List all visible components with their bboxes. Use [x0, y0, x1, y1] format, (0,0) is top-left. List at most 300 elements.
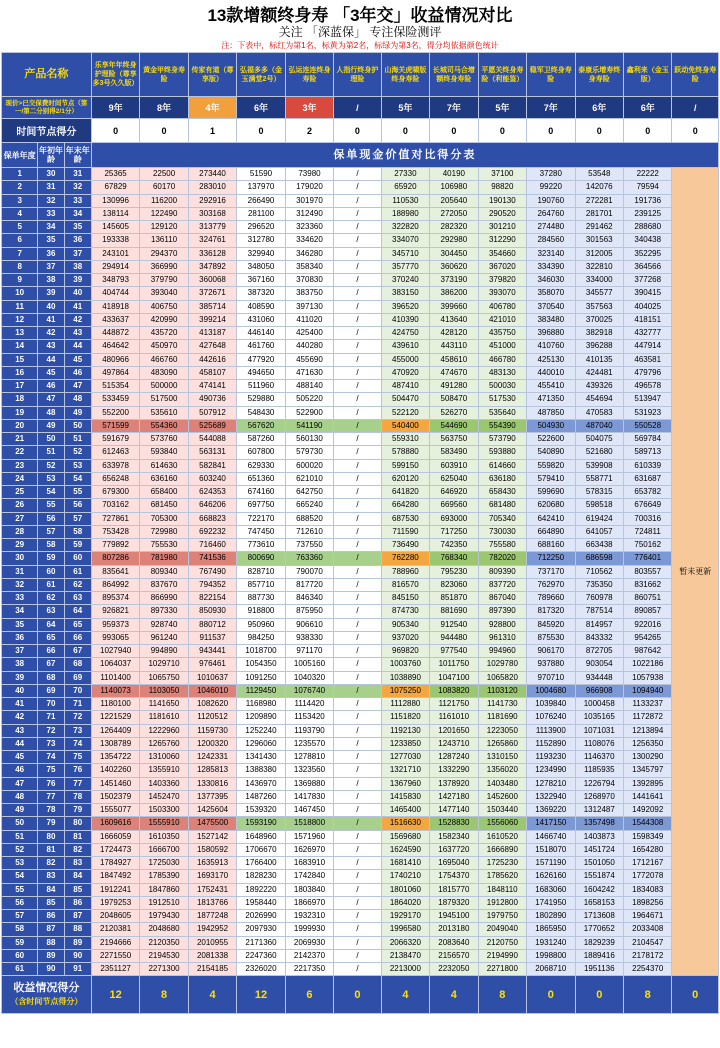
cash-value-cell: 705340 [478, 512, 526, 525]
cash-value-cell: 837670 [140, 578, 188, 591]
cash-value-cell: 663438 [575, 539, 623, 552]
cash-value-cell: 1369880 [285, 777, 333, 790]
table-row [2, 512, 719, 525]
cash-value-cell: 1112880 [381, 698, 429, 711]
policy-year-cell: 21 [2, 433, 38, 446]
cash-value-cell: 755580 [478, 539, 526, 552]
table-row [2, 605, 719, 618]
age-cell: 83 [64, 857, 91, 870]
cash-value-cell: 782020 [478, 552, 526, 565]
cash-value-cell: 969820 [381, 645, 429, 658]
table-row [2, 790, 719, 803]
cash-value-cell: 442616 [188, 353, 236, 366]
cash-value-cell: 1898256 [624, 896, 672, 909]
cash-value-cell: / [334, 300, 381, 313]
cash-value-cell: 724811 [624, 525, 672, 538]
cash-value-cell: 1121750 [430, 698, 478, 711]
policy-year-cell: 49 [2, 804, 38, 817]
age-cell: 82 [38, 857, 64, 870]
cash-value-cell: 681480 [478, 499, 526, 512]
table-row [2, 433, 719, 446]
cash-value-cell: 1223050 [478, 724, 526, 737]
cash-value-cell: 1626970 [285, 843, 333, 856]
cash-value-cell: 970710 [527, 671, 575, 684]
cash-value-cell: 360068 [188, 274, 236, 287]
cash-value-cell: 487040 [575, 419, 623, 432]
cash-value-cell: 122490 [140, 207, 188, 220]
cash-value-cell: 345577 [575, 287, 623, 300]
cash-value-cell: 1000458 [575, 698, 623, 711]
cash-value-cell: 1321710 [381, 764, 429, 777]
product-name: 跃动免终身寿险 [672, 53, 719, 97]
cash-value-cell: 711590 [381, 525, 429, 538]
age-cell: 76 [64, 764, 91, 777]
age-cell: 88 [38, 936, 64, 949]
cash-value-cell: 2081338 [188, 949, 236, 962]
cash-value-cell: / [334, 963, 381, 976]
cash-value-cell: 994890 [140, 645, 188, 658]
cash-value-cell: 1083820 [430, 684, 478, 697]
cash-value-cell: 1221529 [91, 711, 139, 724]
age-cell: 54 [38, 486, 64, 499]
cash-value-cell: 435750 [478, 327, 526, 340]
cash-value-cell: 943441 [188, 645, 236, 658]
total-score: 0 [575, 976, 623, 1014]
cash-value-cell: 487850 [527, 406, 575, 419]
cash-value-cell: 432777 [624, 327, 672, 340]
cash-value-cell: 651360 [237, 472, 285, 485]
cash-value-cell: 803557 [624, 565, 672, 578]
cash-value-cell: 347892 [188, 260, 236, 273]
cash-value-cell: 1192130 [381, 724, 429, 737]
cash-value-cell: 470583 [575, 406, 623, 419]
cash-value-cell: 717250 [430, 525, 478, 538]
cash-value-cell: 1065750 [140, 671, 188, 684]
policy-year-cell: 1 [2, 168, 38, 181]
cash-value-cell: 387320 [237, 287, 285, 300]
table-row [2, 353, 719, 366]
cash-value-cell: 817720 [285, 578, 333, 591]
policy-year-cell: 16 [2, 366, 38, 379]
cash-value-cell: / [334, 923, 381, 936]
cash-value-cell: 1101400 [91, 671, 139, 684]
policy-year-cell: 34 [2, 605, 38, 618]
cash-value-cell: 1345797 [624, 764, 672, 777]
cash-value-cell: 1683060 [527, 883, 575, 896]
cash-value-cell: / [334, 684, 381, 697]
cash-value-cell: 1998800 [527, 949, 575, 962]
cash-value-cell: 1785390 [140, 870, 188, 883]
cash-value-cell: 735350 [575, 578, 623, 591]
cash-value-cell: 1999930 [285, 923, 333, 936]
cash-value-cell: / [334, 552, 381, 565]
cash-value-cell: 1829239 [575, 936, 623, 949]
policy-year-cell: 15 [2, 353, 38, 366]
cash-value-cell: 687530 [381, 512, 429, 525]
cash-value-cell: 470920 [381, 366, 429, 379]
policy-year-cell: 43 [2, 724, 38, 737]
cash-value-cell: 2213000 [381, 963, 429, 976]
cash-value-cell: 589713 [624, 446, 672, 459]
cash-value-cell: 971170 [285, 645, 333, 658]
age-cell: 75 [38, 764, 64, 777]
total-score: 12 [91, 976, 139, 1014]
cash-value-cell: 1847860 [140, 883, 188, 896]
cash-value-cell: 2026990 [237, 910, 285, 923]
cash-value-cell: 2049040 [478, 923, 526, 936]
cash-value-cell: 1912241 [91, 883, 139, 896]
cash-value-cell: 959373 [91, 618, 139, 631]
age-cell: 32 [38, 194, 64, 207]
age-cell: 81 [64, 830, 91, 843]
cash-value-cell: 1415830 [381, 790, 429, 803]
cash-value-cell: / [334, 936, 381, 949]
table-row [2, 393, 719, 406]
cash-value-cell: 370025 [575, 313, 623, 326]
cash-value-cell: 541190 [285, 419, 333, 432]
cash-value-cell: 864992 [91, 578, 139, 591]
table-row [2, 366, 719, 379]
cash-value-cell: 1193230 [527, 751, 575, 764]
cash-value-cell: 1958440 [237, 896, 285, 909]
cash-value-cell: 603240 [188, 472, 236, 485]
cash-value-cell: / [334, 737, 381, 750]
cash-value-cell: 60170 [140, 181, 188, 194]
age-cell: 35 [64, 221, 91, 234]
cash-value-cell: 1354722 [91, 751, 139, 764]
age-cell: 50 [38, 433, 64, 446]
cash-value-cell: 1027940 [91, 645, 139, 658]
age-cell: 82 [64, 843, 91, 856]
cash-value-cell: 513947 [624, 393, 672, 406]
cash-value-cell: 1466740 [527, 830, 575, 843]
age-cell: 56 [64, 499, 91, 512]
cash-value-cell: 558771 [575, 472, 623, 485]
product-name-row [2, 53, 719, 97]
cash-value-cell: 579730 [285, 446, 333, 459]
age-cell: 89 [64, 936, 91, 949]
cash-value-cell: 2048605 [91, 910, 139, 923]
cash-value-cell: 1213894 [624, 724, 672, 737]
cash-value-cell: 1770652 [575, 923, 623, 936]
cash-value-cell: 379820 [478, 274, 526, 287]
cash-value-cell: 1555077 [91, 804, 139, 817]
cash-value-cell: 624353 [188, 486, 236, 499]
age-cell: 84 [64, 870, 91, 883]
cash-value-cell: 106980 [430, 181, 478, 194]
cash-value-cell: 1693170 [188, 870, 236, 883]
cash-value-cell: 334620 [285, 234, 333, 247]
cash-value-cell: 425400 [285, 327, 333, 340]
cash-value-cell: 440010 [527, 366, 575, 379]
cash-value-cell: 521680 [575, 446, 623, 459]
cash-value-cell: 1569680 [381, 830, 429, 843]
cash-value-cell: 669560 [430, 499, 478, 512]
cash-value-cell: 1402260 [91, 764, 139, 777]
cash-value-cell: 1029780 [478, 658, 526, 671]
cash-value-cell: 487410 [381, 380, 429, 393]
age-cell: 72 [38, 724, 64, 737]
cash-value-cell: 563750 [430, 433, 478, 446]
table-row [2, 565, 719, 578]
cash-value-cell: 1264409 [91, 724, 139, 737]
cashback-year: 6年 [237, 97, 285, 119]
cash-value-cell: 367160 [237, 274, 285, 287]
product-name: 鑫利来（金玉版） [624, 53, 672, 97]
cash-value-cell: 357770 [381, 260, 429, 273]
cash-value-cell: 301563 [575, 234, 623, 247]
cash-value-cell: 1580592 [188, 843, 236, 856]
cash-value-cell: 578315 [575, 486, 623, 499]
cash-value-cell: 607800 [237, 446, 285, 459]
product-name: 长城司马合增额终身寿险 [430, 53, 478, 97]
cash-value-cell: 633978 [91, 459, 139, 472]
cash-value-cell: 421010 [478, 313, 526, 326]
cash-value-cell: 1725230 [478, 857, 526, 870]
product-name: 弘福多多（金玉满堂2号） [237, 53, 285, 97]
cash-value-cell: 418151 [624, 313, 672, 326]
cash-value-cell: 323140 [527, 247, 575, 260]
age-cell: 76 [38, 777, 64, 790]
cash-value-cell: / [334, 406, 381, 419]
cash-value-cell: 1441641 [624, 790, 672, 803]
cash-value-cell: 716460 [188, 539, 236, 552]
cash-value-cell: 427648 [188, 340, 236, 353]
cashback-year: 7年 [430, 97, 478, 119]
product-name: 山海关虎啸版终身寿险 [381, 53, 429, 97]
cash-value-cell: 1527142 [188, 830, 236, 843]
cash-value-cell: 578880 [381, 446, 429, 459]
cash-value-cell: 934448 [575, 671, 623, 684]
cash-value-cell: 413187 [188, 327, 236, 340]
cash-value-cell: 620680 [527, 499, 575, 512]
cash-value-cell: / [334, 539, 381, 552]
cash-value-cell: 352295 [624, 247, 672, 260]
age-cell: 83 [38, 870, 64, 883]
cash-value-cell: 22222 [624, 168, 672, 181]
cash-value-cell: / [334, 366, 381, 379]
cash-value-cell: 1477140 [430, 804, 478, 817]
total-score: 6 [285, 976, 333, 1014]
cash-value-cell: 950960 [237, 618, 285, 631]
cash-value-cell: 65920 [381, 181, 429, 194]
cash-value-cell: 1287240 [430, 751, 478, 764]
cash-value-cell: 977540 [430, 645, 478, 658]
age-cell: 55 [64, 486, 91, 499]
cash-value-cell: 323360 [285, 221, 333, 234]
cash-value-cell: 692232 [188, 525, 236, 538]
cash-value-cell: 1285813 [188, 764, 236, 777]
cash-value-cell: 1265860 [478, 737, 526, 750]
comparison-table [1, 52, 719, 1014]
cash-value-cell: 1201650 [430, 724, 478, 737]
cash-value-cell: 1323560 [285, 764, 333, 777]
cash-value-cell: 755530 [140, 539, 188, 552]
cash-value-cell: 447914 [624, 340, 672, 353]
cash-value-cell: 2066320 [381, 936, 429, 949]
cash-value-cell: 1847492 [91, 870, 139, 883]
cash-value-cell: 1834083 [624, 883, 672, 896]
age-cell: 78 [64, 790, 91, 803]
cash-value-cell: 1108076 [575, 737, 623, 750]
cash-value-cell: 540400 [381, 419, 429, 432]
age-cell: 38 [38, 274, 64, 287]
cash-value-cell: 370240 [381, 274, 429, 287]
cash-value-cell: 1153420 [285, 711, 333, 724]
cash-value-cell: / [334, 459, 381, 472]
cash-value-cell: / [334, 274, 381, 287]
cash-value-cell: 334000 [575, 274, 623, 287]
age-cell: 52 [64, 446, 91, 459]
cash-value-cell: 1945100 [430, 910, 478, 923]
cash-value-cell: 688160 [527, 539, 575, 552]
cash-value-cell: 461760 [237, 340, 285, 353]
cash-value-cell: 488140 [285, 380, 333, 393]
cash-value-cell: 360620 [430, 260, 478, 273]
cash-value-cell: 2120381 [91, 923, 139, 936]
cash-value-cell: 599150 [381, 459, 429, 472]
cash-value-cell: 1742840 [285, 870, 333, 883]
cash-value-cell: 1604242 [575, 883, 623, 896]
cash-value-cell: 1654280 [624, 843, 672, 856]
cash-value-cell: 145605 [91, 221, 139, 234]
cash-value-cell: 346030 [527, 274, 575, 287]
cash-value-cell: 906610 [285, 618, 333, 631]
cash-value-cell: / [334, 618, 381, 631]
cash-value-cell: 1487260 [237, 790, 285, 803]
cash-value-cell: 875530 [527, 631, 575, 644]
cash-value-cell: 729980 [140, 525, 188, 538]
cash-value-cell: 301970 [285, 194, 333, 207]
age-cell: 43 [38, 340, 64, 353]
age-cell: 68 [64, 658, 91, 671]
cash-value-cell: / [334, 631, 381, 644]
cash-value-cell: 737550 [285, 539, 333, 552]
cash-value-cell: 1193790 [285, 724, 333, 737]
table-row [2, 711, 719, 724]
cash-value-cell: 736490 [381, 539, 429, 552]
cash-value-cell: / [334, 870, 381, 883]
cash-value-cell: 1635913 [188, 857, 236, 870]
cash-value-cell: 762970 [527, 578, 575, 591]
product-name: 黄金甲终身寿险 [140, 53, 188, 97]
cash-value-cell: 367020 [478, 260, 526, 273]
cash-value-cell: / [334, 565, 381, 578]
table-row [2, 300, 719, 313]
cash-value-cell: 1004680 [527, 684, 575, 697]
age-cell: 80 [64, 817, 91, 830]
age-cell: 69 [38, 684, 64, 697]
policy-year-cell: 52 [2, 843, 38, 856]
cash-value-cell: 1277030 [381, 751, 429, 764]
table-row [2, 910, 719, 923]
table-row [2, 949, 719, 962]
cash-value-cell: 312290 [478, 234, 526, 247]
cash-value-cell: 296520 [237, 221, 285, 234]
cash-value-cell: 291462 [575, 221, 623, 234]
cash-value-cell: 795230 [430, 565, 478, 578]
cash-value-cell: 569784 [624, 433, 672, 446]
cash-value-cell: 1624590 [381, 843, 429, 856]
cash-value-cell: 1010637 [188, 671, 236, 684]
cash-value-cell: 573760 [140, 433, 188, 446]
policy-year-cell: 26 [2, 499, 38, 512]
cash-value-cell: 835641 [91, 565, 139, 578]
cash-value-cell: / [334, 287, 381, 300]
node-score: 2 [285, 119, 333, 143]
policy-year-cell: 46 [2, 764, 38, 777]
cash-value-cell: 1912510 [140, 896, 188, 909]
cash-value-cell: 2232050 [430, 963, 478, 976]
cash-value-cell: 1551874 [575, 870, 623, 883]
table-row [2, 843, 719, 856]
cash-value-cell: 600020 [285, 459, 333, 472]
age-start-header: 年初年龄 [38, 143, 64, 168]
age-cell: 31 [64, 168, 91, 181]
cash-value-cell: 2104547 [624, 936, 672, 949]
cash-value-cell: 961310 [478, 631, 526, 644]
cash-value-cell: 2097930 [237, 923, 285, 936]
age-cell: 70 [38, 698, 64, 711]
cash-value-cell: 1637720 [430, 843, 478, 856]
cash-value-cell: 1040320 [285, 671, 333, 684]
cash-value-cell: 887730 [237, 592, 285, 605]
cash-value-cell: 357563 [575, 300, 623, 313]
age-cell: 86 [38, 910, 64, 923]
cash-value-cell: / [334, 751, 381, 764]
cash-value-cell: 25365 [91, 168, 139, 181]
cash-value-cell: 424481 [575, 366, 623, 379]
cash-value-cell: 1181690 [478, 711, 526, 724]
cash-value-cell: 664280 [381, 499, 429, 512]
cash-value-cell: 1265760 [140, 737, 188, 750]
cash-value-cell: 1378920 [430, 777, 478, 790]
cash-value-cell: 379790 [140, 274, 188, 287]
cash-value-cell: / [334, 830, 381, 843]
age-cell: 74 [64, 737, 91, 750]
cash-value-cell: 366990 [140, 260, 188, 273]
cash-value-cell: 890857 [624, 605, 672, 618]
cash-value-cell: 2068710 [527, 963, 575, 976]
cash-value-cell: 1003760 [381, 658, 429, 671]
age-cell: 37 [38, 260, 64, 273]
cash-value-cell: 466780 [478, 353, 526, 366]
cash-value-cell: 664890 [527, 525, 575, 538]
policy-year-cell: 61 [2, 963, 38, 976]
cash-value-cell: 1235570 [285, 737, 333, 750]
cash-value-cell: 454694 [575, 393, 623, 406]
cash-value-cell: 1754370 [430, 870, 478, 883]
cash-value-cell: 1695040 [430, 857, 478, 870]
cash-value-cell: 831662 [624, 578, 672, 591]
cash-value-cell: 1772078 [624, 870, 672, 883]
table-row [2, 327, 719, 340]
age-cell: 49 [38, 419, 64, 432]
cash-value-cell: 404744 [91, 287, 139, 300]
cash-value-cell: 1064037 [91, 658, 139, 671]
node-score: 0 [478, 119, 526, 143]
total-score-subtitle: （含时间节点得分） [10, 996, 83, 1006]
cash-value-cell: 1724473 [91, 843, 139, 856]
cash-value-cell: 1813766 [188, 896, 236, 909]
cash-value-cell: 912540 [430, 618, 478, 631]
cash-value-cell: 281100 [237, 207, 285, 220]
policy-year-cell: 14 [2, 340, 38, 353]
policy-year-cell: 30 [2, 552, 38, 565]
age-cell: 64 [64, 605, 91, 618]
cash-value-cell: 142076 [575, 181, 623, 194]
age-cell: 44 [38, 353, 64, 366]
